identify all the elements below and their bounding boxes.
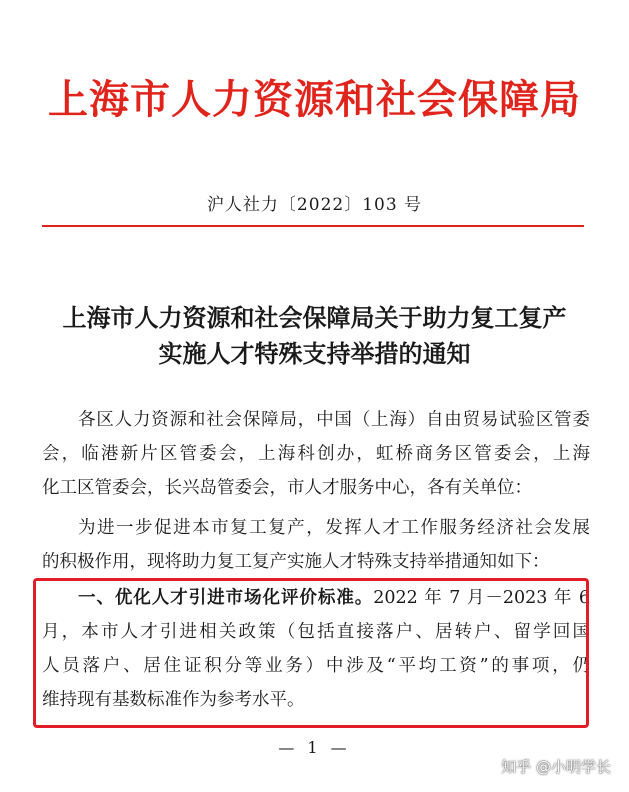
intro-paragraph	[42, 511, 590, 579]
item1-line-1-rest: 2022 年 7 月－2023 年 6	[373, 588, 591, 608]
intro-line-2: 的积极作用，现将助力复工复产实施人才特殊支持举措通知如下：	[42, 552, 550, 572]
item1-heading: 一、优化人才引进市场化评价标准。	[78, 588, 374, 608]
page-number: — 1 —	[278, 738, 351, 757]
title-line-1: 上海市人力资源和社会保障局关于助力复工复产	[62, 303, 567, 332]
title-line-2: 实施人才特殊支持举措的通知	[158, 339, 471, 368]
addressees-line-2: 会，临港新片区管委会，上海科创办，虹桥商务区管委会，上海	[42, 444, 590, 464]
item1-line-2: 月，本市人才引进相关政策（包括直接落户、居转户、留学回国	[42, 622, 590, 642]
intro-line-1: 为进一步促进本市复工复产，发挥人才工作服务经济社会发展	[78, 518, 590, 538]
addressees-paragraph	[42, 403, 590, 505]
red-highlight-box	[33, 578, 589, 728]
issuing-org-header: 上海市人力资源和社会保障局	[48, 76, 581, 123]
addressees-line-1: 各区人力资源和社会保障局，中国（上海）自由贸易试验区管委	[78, 410, 590, 430]
item1-line-3: 人员落户、居住证积分等业务）中涉及“平均工资”的事项，仍	[42, 656, 590, 676]
red-divider-line	[42, 225, 584, 227]
addressees-line-3: 化工区管委会，长兴岛管委会，市人才服务中心，各有关单位：	[42, 478, 532, 498]
zhihu-watermark: 知乎 @小明学长	[501, 758, 611, 776]
item1-line-4: 维持现有基数标准作为参考水平。	[42, 690, 305, 710]
document-number: 沪人社力〔2022〕103 号	[206, 195, 423, 215]
document-title	[0, 300, 629, 372]
